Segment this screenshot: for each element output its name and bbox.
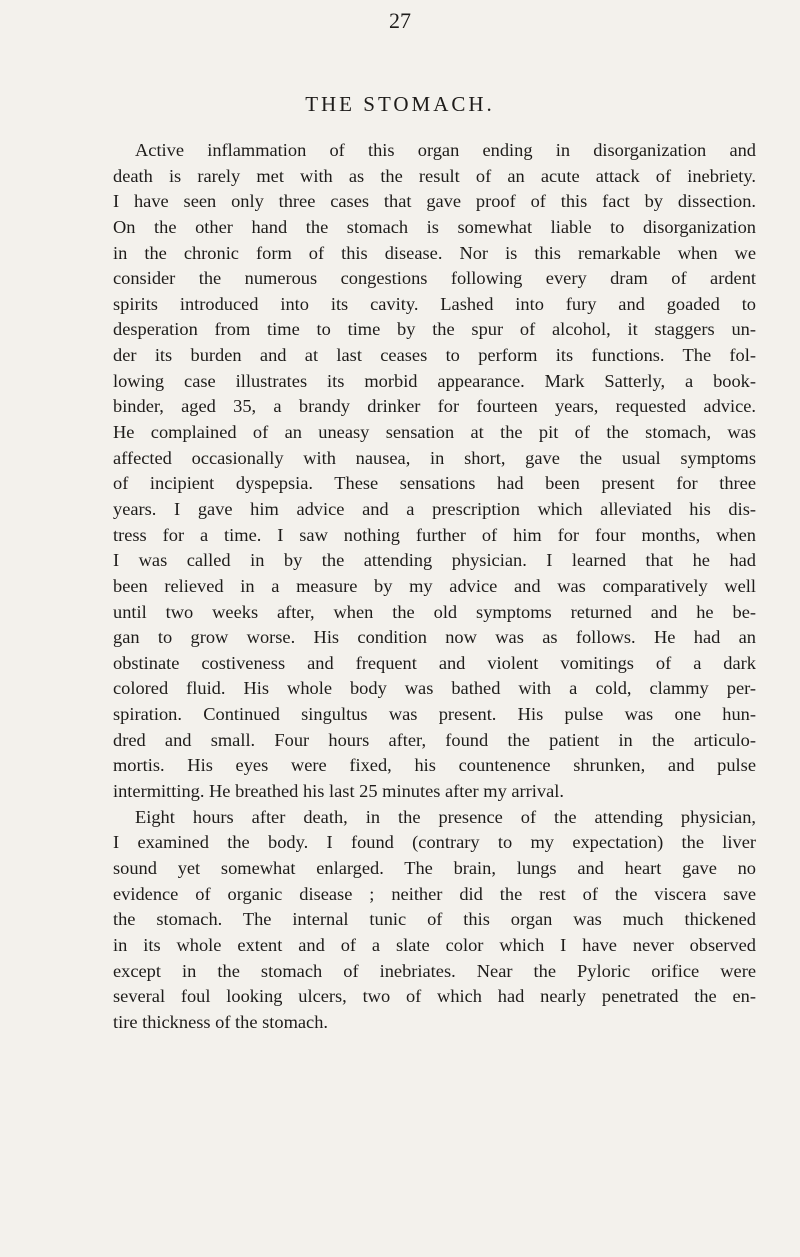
text-line: tire thickness of the stomach.: [113, 1011, 329, 1032]
text-line: in the chronic form of this disease. Nor is this remarkable when we: [113, 242, 756, 263]
text-line: the stomach. The internal tunic of this organ was much thickened: [113, 909, 756, 930]
text-line: affected occasionally with nausea, in short, gave the usual symptoms: [113, 447, 756, 468]
text-line: sound yet somewhat enlarged. The brain, lungs and heart gave no: [113, 857, 756, 878]
page-number: 27: [389, 8, 411, 33]
text-line: intermitting. He breathed his last 25 minutes after my arrival.: [113, 781, 564, 802]
text-line: mortis. His eyes were fixed, his countenence shrunken, and pulse: [113, 755, 756, 776]
text-line: I have seen only three cases that gave proof of this fact by dissection.: [113, 191, 756, 212]
text-line: gan to grow worse. His condition now was as follows. He had an: [113, 627, 756, 648]
text-line: consider the numerous congestions following every dram of ardent: [113, 268, 756, 289]
text-line: Eight hours after death, in the presence of the attending physician,: [135, 806, 756, 827]
text-line: tress for a time. I saw nothing further of him for four months, when: [113, 524, 756, 545]
text-line: except in the stomach of inebriates. Near the Pyloric orifice were: [113, 960, 756, 981]
text-line: Active inflammation of this organ ending in disorganization and: [135, 140, 756, 160]
text-line: He complained of an uneasy sensation at the pit of the stomach, was: [113, 422, 756, 443]
chapter-title: THE STOMACH.: [305, 92, 495, 116]
text-line: until two weeks after, when the old symptoms returned and he be-: [113, 601, 756, 622]
text-line: spiration. Continued singultus was present. His pulse was one hun-: [113, 704, 756, 725]
text-line: death is rarely met with as the result of an acute attack of inebriety.: [113, 165, 756, 186]
paragraph: [113, 138, 756, 805]
text-line: lowing case illustrates its morbid appearance. Mark Satterly, a book-: [113, 370, 756, 391]
text-line: colored fluid. His whole body was bathed with a cold, clammy per-: [113, 678, 756, 699]
text-line: spirits introduced into its cavity. Lashed into fury and goaded to: [113, 293, 756, 314]
text-line: der its burden and at last ceases to perform its functions. The fol-: [113, 345, 756, 366]
body-text: [113, 138, 756, 1035]
text-line: binder, aged 35, a brandy drinker for fourteen years, requested advice.: [113, 396, 756, 417]
text-line: of incipient dyspepsia. These sensations had been present for three: [113, 473, 756, 494]
text-line: On the other hand the stomach is somewhat liable to disorganization: [113, 216, 756, 237]
text-line: dred and small. Four hours after, found the patient in the articulo-: [113, 729, 756, 750]
paragraph: [113, 805, 756, 1036]
text-line: obstinate costiveness and frequent and violent vomitings of a dark: [113, 652, 756, 673]
text-line: several foul looking ulcers, two of which had nearly penetrated the en-: [113, 986, 756, 1007]
text-line: years. I gave him advice and a prescription which alleviated his dis-: [113, 498, 756, 519]
text-line: desperation from time to time by the spur of alcohol, it staggers un-: [113, 319, 756, 340]
text-line: been relieved in a measure by my advice and was comparatively well: [113, 575, 756, 596]
text-line: I was called in by the attending physician. I learned that he had: [113, 550, 756, 571]
text-line: I examined the body. I found (contrary to my expectation) the liver: [113, 832, 756, 853]
text-line: evidence of organic disease ; neither did the rest of the viscera save: [113, 883, 756, 904]
text-line: in its whole extent and of a slate color which I have never observed: [113, 934, 756, 955]
